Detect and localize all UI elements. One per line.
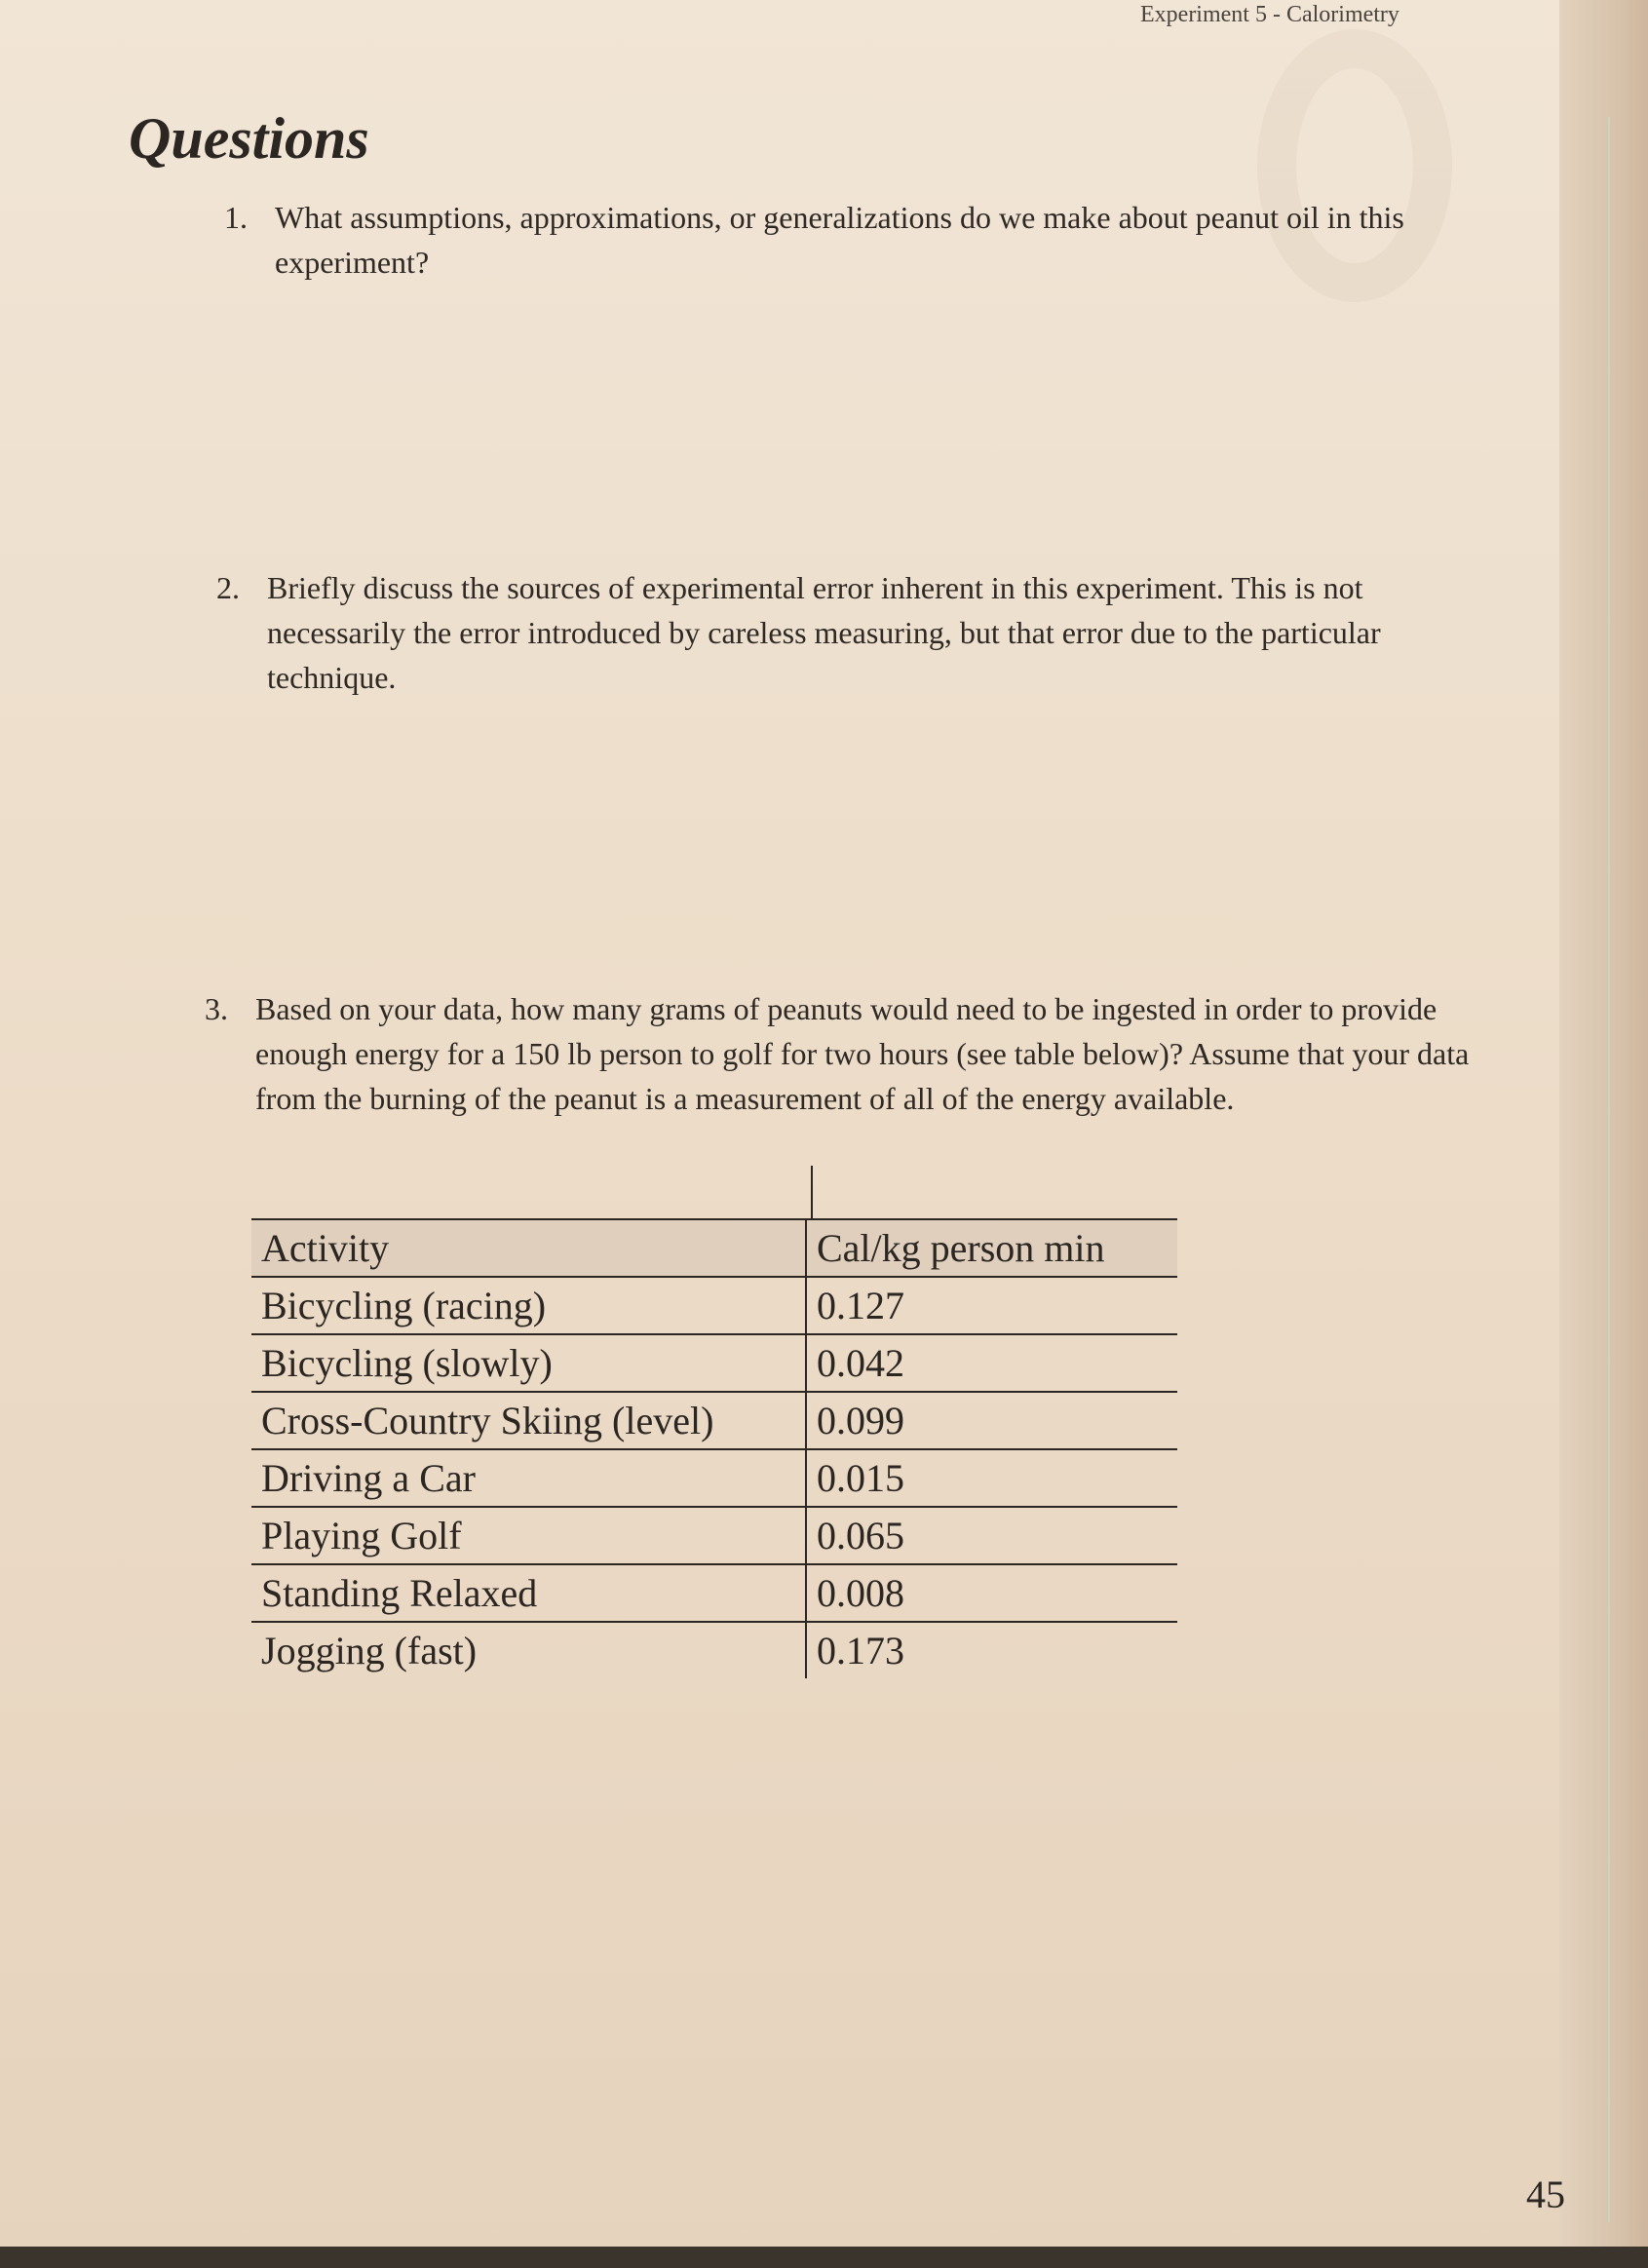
table-divider-stem	[811, 1166, 813, 1220]
table-row	[251, 1392, 1177, 1449]
value-cell: 0.008	[806, 1564, 1177, 1622]
header-activity: Activity	[251, 1219, 806, 1277]
question-1	[224, 195, 1452, 292]
question-number: 3.	[205, 991, 228, 1026]
running-header: Experiment 5 - Calorimetry	[1140, 2, 1399, 27]
table-row	[251, 1449, 1177, 1507]
value-cell: 0.173	[806, 1622, 1177, 1678]
activity-cell: Standing Relaxed	[251, 1564, 806, 1622]
value-cell: 0.127	[806, 1277, 1177, 1334]
activity-cell: Bicycling (slowly)	[251, 1334, 806, 1392]
table-row	[251, 1507, 1177, 1564]
value-cell: 0.015	[806, 1449, 1177, 1507]
activity-energy-table	[251, 1218, 1177, 1678]
question-text: Based on your data, how many grams of peanuts would need to be ingested in order to provide enough energy for a 150 lb person to golf for two hours (see table below)? Assume that your data from the burning of the peanut is a measurement of all of the energy available.	[255, 991, 1470, 1116]
page-edge	[1559, 0, 1648, 2268]
activity-cell: Jogging (fast)	[261, 1629, 478, 1672]
question-text: Briefly discuss the sources of experimental error inherent in this experiment. This is not necessarily the error introduced by careless measuring, but that error due to the particular technique.	[267, 570, 1381, 695]
table-header-row	[251, 1219, 1177, 1277]
activity-cell: Cross-Country Skiing (level)	[251, 1392, 806, 1449]
value-cell: 0.042	[806, 1334, 1177, 1392]
page-number: 45	[1526, 2172, 1565, 2216]
bottom-shadow-strip	[0, 2247, 1648, 2268]
activity-cell: Playing Golf	[251, 1507, 806, 1564]
question-number: 1.	[224, 200, 248, 235]
activity-cell: Driving a Car	[251, 1449, 806, 1507]
question-2	[216, 565, 1444, 702]
question-text: What assumptions, approximations, or generalizations do we make about peanut oil in this experiment?	[275, 200, 1404, 280]
page-edge-line	[1608, 117, 1610, 2222]
table-row	[251, 1564, 1177, 1622]
question-number: 2.	[216, 570, 240, 605]
section-title: Questions	[129, 106, 369, 171]
activity-cell: Bicycling (racing)	[251, 1277, 806, 1334]
question-3	[205, 986, 1472, 1172]
table-row	[251, 1622, 1177, 1678]
value-cell: 0.065	[806, 1507, 1177, 1564]
value-cell: 0.099	[806, 1392, 1177, 1449]
header-cal-per-kg-min: Cal/kg person min	[806, 1219, 1177, 1277]
table-row	[251, 1277, 1177, 1334]
table-row	[251, 1334, 1177, 1392]
